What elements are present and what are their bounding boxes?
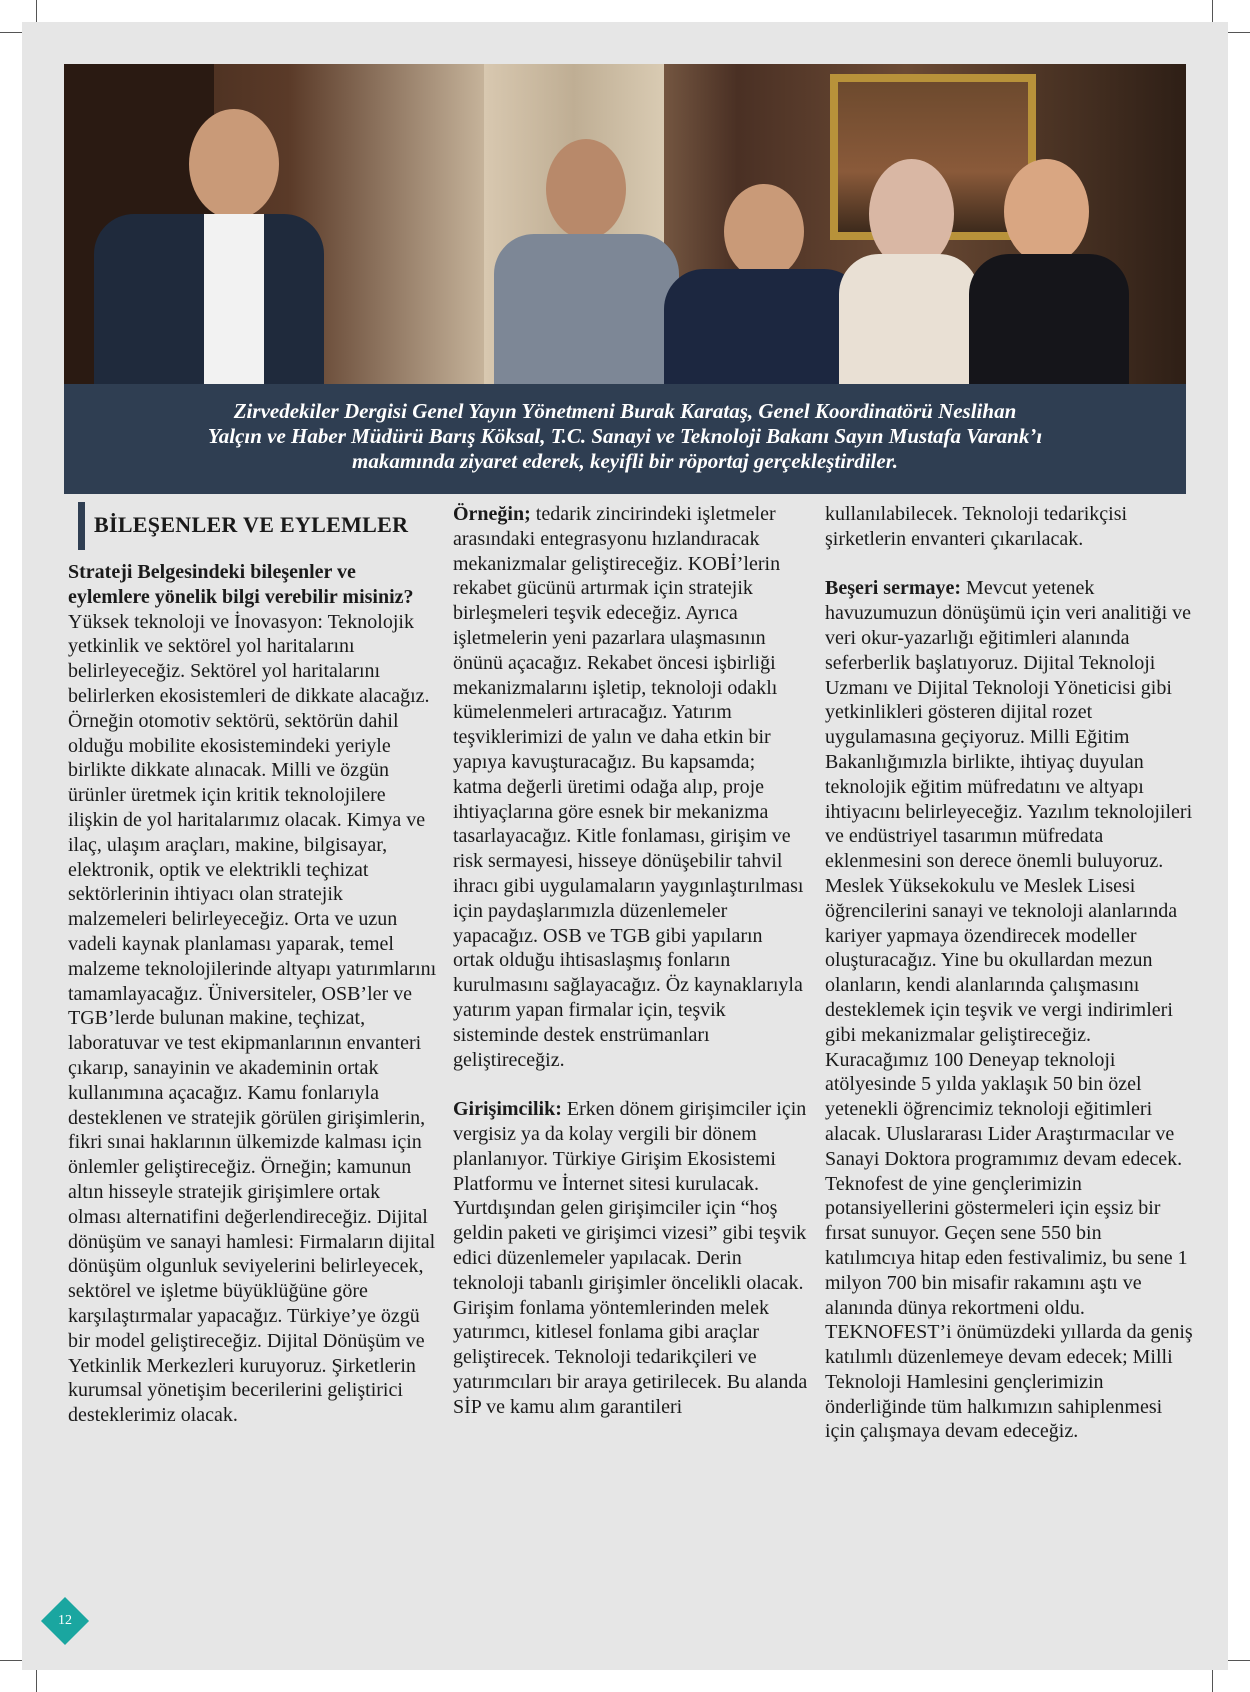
section-title: BİLEŞENLER VE EYLEMLER xyxy=(94,512,409,537)
crop-mark xyxy=(0,1660,22,1661)
person-selfie xyxy=(64,64,324,384)
paragraph-lead: Beşeri sermaye: xyxy=(825,577,962,600)
interview-question: Strateji Belgesindeki bileşenler ve eylemlere yönelik bilgi verebilir misiniz? xyxy=(68,561,414,608)
person-hijab xyxy=(834,64,984,384)
person-blonde xyxy=(969,64,1129,384)
paragraph-text: Erken dönem girişimciler için vergisiz ya da kolay vergili bir dönem planlanıyor. Türkiye Girişim Ekosistemi Platformu ve İnternet sitesi kurulacak. Yurtdışından gelen girişimciler için “hoş geldin paketi ve girişimci vizesi” gibi teşvik edici düzenlemeler yapılacak. Derin teknoloji tabanlı girişimler öncelikli olacak. Girişim fonlama yöntemlerinden melek yatırımcı, kitlesel fonlama gibi araçlar geliştirecek. Teknoloji tedarikçileri ve yatırımcıları bir araya getirilecek. Bu alanda SİP ve kamu alım garantileri xyxy=(453,1098,808,1418)
answer-paragraph: kullanılabilecek. Teknoloji tedarikçisi şirketlerin envanteri çıkarılacak. xyxy=(825,503,1128,550)
caption-line: Yalçın ve Haber Müdürü Barış Köksal, T.C. Sanayi ve Teknoloji Bakanı Sayın Mustafa Varank’ı xyxy=(207,424,1043,448)
photo-caption xyxy=(64,384,1186,494)
caption-line: Zirvedekiler Dergisi Genel Yayın Yönetmeni Burak Karataş, Genel Koordinatörü Neslihan xyxy=(233,399,1017,423)
page-number: 12 xyxy=(58,1613,72,1628)
crop-mark xyxy=(36,0,37,22)
answer-paragraph: Yüksek teknoloji ve İnovasyon: Teknolojik yetkinlik ve sektörel yol haritalarını belirleyeceğiz. Sektörel yol haritalarını belirlerken ekosistemleri de dikkate alacağız. Örneğin otomotiv sektörü, sektörün dahil olduğu mobilite ekosistemindeki yeriyle birlikte dikkate alınacak. Milli ve özgün ürünler üretmek için kritik teknolojilere ilişkin de yol haritalarımız olacak. Kimya ve ilaç, ulaşım araçları, makine, bilgisayar, elektronik, optik ve elektrikli teçhizat sektörlerinin ihtiyacı olan stratejik malzemeleri belirleyeceğiz. Orta ve uzun vadeli kaynak planlaması yaparak, temel malzeme teknolojilerinde altyapı yatırımlarını tamamlayacağız. Üniversiteler, OSB’ler ve TGB’lerde bulunan makine, teçhizat, laboratuvar ve test ekipmanlarının envanteri çıkarıp, sanayinin ve akademinin ortak kullanımına açacağız. Kamu fonlarıyla desteklenen ve stratejik görülen girişimlerin, fikri sınai haklarının ülkemizde kalması için önlemler geliştireceğiz. Örneğin; kamunun altın hisseyle stratejik girişimlere ortak olması alternatifini değerlendireceğiz. Dijital dönüşüm ve sanayi hamlesi: Firmaların dijital dönüşüm olgunluk seviyelerini belirleyecek, sektörel ve işletme büyüklüğüne göre karşılaştırmalar yapacağız. Türkiye’ye özgü bir model geliştireceğiz. Dijital Dönüşüm ve Yetkinlik Merkezleri kuruyoruz. Şirketlerin kurumsal yönetişim becerilerini geliştirici desteklerimiz olacak. xyxy=(68,610,437,1427)
paragraph-text: Mevcut yetenek havuzumuzun dönüşümü için veri analitiği ve veri okur-yazarlığı eğitimleri alanında seferberlik başlatıyoruz. Dijital Teknoloji Uzmanı ve Dijital Teknoloji Yöneticisi gibi yetkinlikleri gösteren dijital rozet uygulamasına geçiyoruz. Milli Eğitim Bakanlığımızla birlikte, ihtiyaç duyulan teknolojik eğitim müfredatını ve altyapı ihtiyacını belirleyeceğiz. Yazılım teknolojileri ve endüstriyel tasarımın müfredata eklenmesini son derece önemli buluyoruz. Meslek Yüksekokulu ve Meslek Lisesi öğrencilerini sanayi ve teknoloji alanlarında kariyer yapmaya özendirecek modeller oluşturacağız. Yine bu okullardan mezun olanların, kendi alanlarında çalışmasını desteklemek için teşvik ve vergi indirimleri gibi mekanizmalar geliştireceğiz. Kuracağımız 100 Deneyap teknoloji atölyesinde 5 yılda yaklaşık 50 bin özel yetenekli öğrencimiz teknoloji eğitimleri alacak. Uluslararası Lider Araştırmacılar ve Sanayi Doktora programımız devam edecek. Teknofest de yine gençlerimizin potansiyellerini göstermeleri için eşsiz bir fırsat sunuyor. Geçen sene 550 bin katılımcıya hitap eden festivalimiz, bu sene 1 milyon 700 bin misafir rakamını aştı ve alanında dünya rekortmeni oldu. TEKNOFEST’i önümüzdeki yıllarda da geniş katılımlı düzenlemeye devam edecek; Milli Teknoloji Hamlesini gençlerimizin önderliğinde tüm halkımızın sahiplenmesi için çalışmaya devam edeceğiz. xyxy=(825,577,1193,1443)
article-column-1 xyxy=(68,502,438,1428)
answer-paragraph xyxy=(453,1097,808,1419)
crop-mark xyxy=(1212,1670,1213,1692)
paragraph-lead: Girişimcilik: xyxy=(453,1098,562,1121)
crop-mark xyxy=(1212,0,1213,22)
answer-paragraph xyxy=(453,502,808,1072)
person-glasses xyxy=(484,64,684,384)
paragraph-text: tedarik zincirindeki işletmeler arasındaki entegrasyonu hızlandıracak mekanizmalar geliştireceğiz. KOBİ’lerin rekabet gücünü artırmak için stratejik birleşmeleri teşvik edeceğiz. Ayrıca işletmelerin yeni pazarlara ulaşmasının önünü açacağız. Rekabet öncesi işbirliği mekanizmalarını işletip, teknoloji odaklı kümelenmeleri artıracağız. Yatırım teşviklerimizi de yalın ve daha etkin bir yapıya kavuşturacağız. Bu kapsamda; katma değerli üretimi odağa alıp, proje ihtiyaçlarına göre esnek bir mekanizma tasarlayacağız. Kitle fonlaması, girişim ve risk sermayesi, hisseye dönüşebilir tahvil ihracı gibi uygulamaların yaygınlaştırılması için paydaşlarımızla düzenlemeler yapacağız. OSB ve TGB gibi yapıların ortak olduğu ihtisaslaşmış fonların kurulmasını sağlayacağız. Öz kaynaklarıyla yatırım yapan firmalar için, teşvik sisteminde destek enstrümanları geliştireceğiz. xyxy=(453,503,804,1071)
crop-mark xyxy=(0,32,22,33)
section-heading xyxy=(68,502,438,548)
crop-mark xyxy=(1228,1660,1250,1661)
heading-accent-bar xyxy=(78,502,85,550)
caption-line: makamında ziyaret ederek, keyifli bir röportaj gerçekleştirdiler. xyxy=(352,449,898,473)
answer-paragraph xyxy=(825,576,1195,1444)
crop-mark xyxy=(1228,32,1250,33)
article-column-3 xyxy=(825,502,1195,1444)
interview-photo xyxy=(64,64,1186,384)
crop-mark xyxy=(36,1670,37,1692)
article-column-2 xyxy=(453,502,808,1419)
paragraph-lead: Örneğin; xyxy=(453,503,531,525)
